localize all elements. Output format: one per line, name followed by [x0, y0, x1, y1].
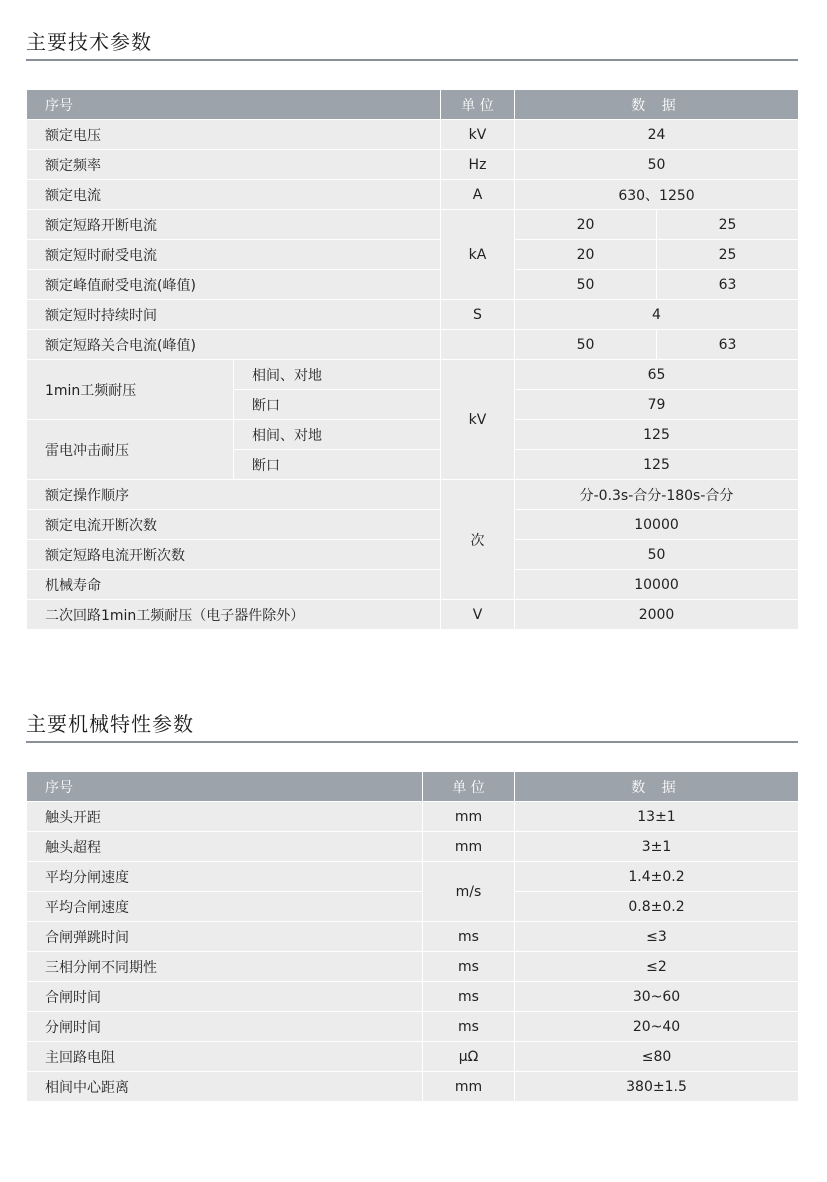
- param-unit: ms: [423, 952, 515, 982]
- param-name: 二次回路1min工频耐压（电子器件除外）: [27, 600, 441, 630]
- param-value: 10000: [515, 510, 799, 540]
- param-value: 1.4±0.2: [515, 862, 799, 892]
- param-unit: ms: [423, 982, 515, 1012]
- param-name: 主回路电阻: [27, 1042, 423, 1072]
- param-value: 380±1.5: [515, 1072, 799, 1102]
- table-row: [27, 862, 799, 892]
- mechanical-spec-table: [26, 771, 799, 1102]
- param-name: 1min工频耐压: [27, 360, 234, 420]
- param-value: 65: [515, 360, 799, 390]
- param-value: 0.8±0.2: [515, 892, 799, 922]
- table-row: [27, 360, 799, 390]
- param-name: 合闸时间: [27, 982, 423, 1012]
- table-header-row: [27, 772, 799, 802]
- param-value: 125: [515, 450, 799, 480]
- param-name: 额定短路电流开断次数: [27, 540, 441, 570]
- param-name: 平均分闸速度: [27, 862, 423, 892]
- param-unit: V: [441, 600, 515, 630]
- param-value: 50: [515, 330, 657, 360]
- param-subname: 相间、对地: [234, 360, 441, 390]
- param-unit: m/s: [423, 862, 515, 922]
- param-value: 20~40: [515, 1012, 799, 1042]
- param-name: 额定短路开断电流: [27, 210, 441, 240]
- electrical-spec-table: [26, 89, 799, 630]
- param-name: 额定电压: [27, 120, 441, 150]
- param-unit: ms: [423, 922, 515, 952]
- table-row: [27, 510, 799, 540]
- param-unit: 次: [441, 480, 515, 600]
- table-row: [27, 802, 799, 832]
- param-name: 触头超程: [27, 832, 423, 862]
- param-unit: mm: [423, 1072, 515, 1102]
- table-row: [27, 210, 799, 240]
- param-unit: A: [441, 180, 515, 210]
- param-name: 相间中心距离: [27, 1072, 423, 1102]
- param-value: 4: [515, 300, 799, 330]
- header-no: 序号: [27, 90, 441, 120]
- param-value: 24: [515, 120, 799, 150]
- param-value: ≤80: [515, 1042, 799, 1072]
- param-value: 63: [657, 270, 799, 300]
- param-unit: kV: [441, 360, 515, 480]
- section-title-mechanical: 主要机械特性参数: [26, 712, 194, 736]
- table-row: [27, 420, 799, 450]
- table-row: [27, 300, 799, 330]
- param-value: ≤2: [515, 952, 799, 982]
- table-row: [27, 1072, 799, 1102]
- param-name: 雷电冲击耐压: [27, 420, 234, 480]
- param-unit: μΩ: [423, 1042, 515, 1072]
- header-no: 序号: [27, 772, 423, 802]
- table-row: [27, 270, 799, 300]
- param-name: 额定峰值耐受电流(峰值): [27, 270, 441, 300]
- param-unit: mm: [423, 832, 515, 862]
- param-name: 三相分闸不同期性: [27, 952, 423, 982]
- param-unit: S: [441, 300, 515, 330]
- table-row: [27, 120, 799, 150]
- table-row: [27, 570, 799, 600]
- param-value: 50: [515, 270, 657, 300]
- param-value: 30~60: [515, 982, 799, 1012]
- table-row: [27, 1042, 799, 1072]
- section-title-electrical: 主要技术参数: [26, 30, 152, 54]
- param-value: 50: [515, 150, 799, 180]
- table-row: [27, 832, 799, 862]
- table-row: [27, 240, 799, 270]
- param-unit: kA: [441, 210, 515, 300]
- param-name: 额定短时持续时间: [27, 300, 441, 330]
- param-value: 20: [515, 240, 657, 270]
- param-value: ≤3: [515, 922, 799, 952]
- param-subname: 断口: [234, 450, 441, 480]
- param-value: 63: [657, 330, 799, 360]
- table-row: [27, 1012, 799, 1042]
- table-row: [27, 922, 799, 952]
- param-name: 分闸时间: [27, 1012, 423, 1042]
- param-unit: Hz: [441, 150, 515, 180]
- param-unit: mm: [423, 802, 515, 832]
- section-rule: [26, 59, 798, 61]
- param-name: 额定短时耐受电流: [27, 240, 441, 270]
- param-value: 分-0.3s-合分-180s-合分: [515, 480, 799, 510]
- table-row: [27, 480, 799, 510]
- table-row: [27, 150, 799, 180]
- header-data: 数 据: [515, 772, 799, 802]
- param-unit: [441, 330, 515, 360]
- param-value: 25: [657, 210, 799, 240]
- table-row: [27, 600, 799, 630]
- param-name: 额定电流开断次数: [27, 510, 441, 540]
- param-value: 125: [515, 420, 799, 450]
- param-value: 10000: [515, 570, 799, 600]
- param-value: 25: [657, 240, 799, 270]
- header-unit: 单 位: [441, 90, 515, 120]
- param-name: 额定短路关合电流(峰值): [27, 330, 441, 360]
- param-unit: kV: [441, 120, 515, 150]
- param-unit: ms: [423, 1012, 515, 1042]
- header-data: 数 据: [515, 90, 799, 120]
- param-name: 额定操作顺序: [27, 480, 441, 510]
- param-value: 13±1: [515, 802, 799, 832]
- table-row: [27, 892, 799, 922]
- table-row: [27, 952, 799, 982]
- param-value: 630、1250: [515, 180, 799, 210]
- param-name: 平均合闸速度: [27, 892, 423, 922]
- param-value: 2000: [515, 600, 799, 630]
- table-row: [27, 330, 799, 360]
- param-value: 50: [515, 540, 799, 570]
- param-name: 触头开距: [27, 802, 423, 832]
- section-rule: [26, 741, 798, 743]
- param-name: 额定电流: [27, 180, 441, 210]
- table-row: [27, 540, 799, 570]
- param-value: 20: [515, 210, 657, 240]
- param-value: 3±1: [515, 832, 799, 862]
- param-subname: 相间、对地: [234, 420, 441, 450]
- table-row: [27, 180, 799, 210]
- table-row: [27, 982, 799, 1012]
- param-subname: 断口: [234, 390, 441, 420]
- param-name: 合闸弹跳时间: [27, 922, 423, 952]
- param-name: 机械寿命: [27, 570, 441, 600]
- table-header-row: [27, 90, 799, 120]
- header-unit: 单 位: [423, 772, 515, 802]
- param-name: 额定频率: [27, 150, 441, 180]
- param-value: 79: [515, 390, 799, 420]
